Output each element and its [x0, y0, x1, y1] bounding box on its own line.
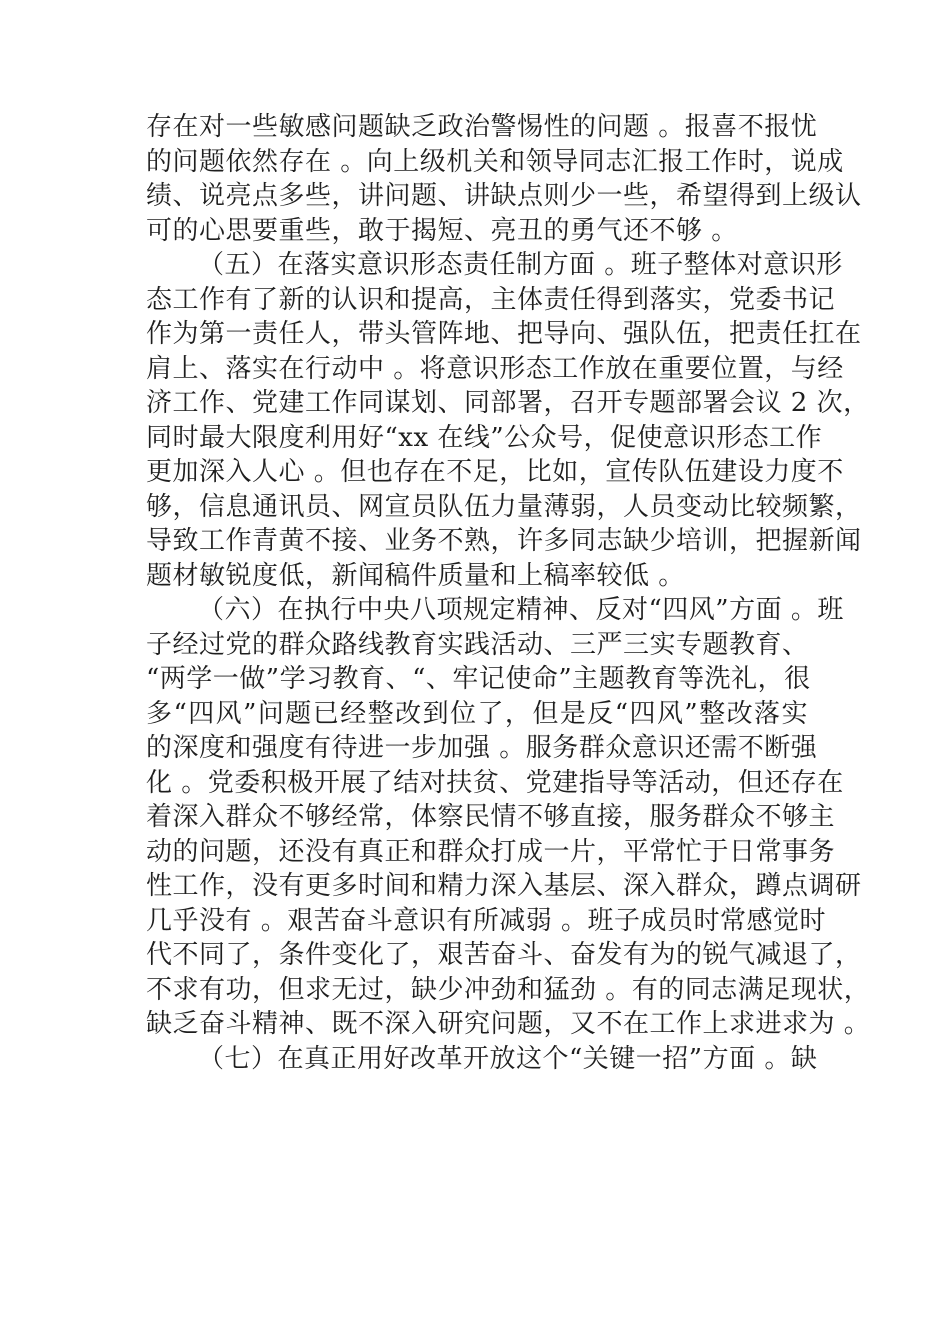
text-line: 够，信息通讯员、网宣员队伍力量薄弱，人员变动比较频繁， [146, 491, 862, 522]
text-line: （六）在执行中央八项规定精神、反对“四风”方面 。班 [198, 595, 844, 625]
text-line: 不求有功，但求无过，缺少冲劲和猛劲 。有的同志满足现状， [146, 974, 871, 1005]
text-line: 动的问题，还没有真正和群众打成一片，平常忙于日常事务 [146, 836, 836, 867]
text-line: 可的心思要重些，敢于揭短、亮丑的勇气还不够 。 [146, 215, 738, 246]
text-line: 缺乏奋斗精神、既不深入研究问题，又不在工作上求进求为 。 [146, 1009, 871, 1039]
text-line: 存在对一些敏感问题缺乏政治警惕性的问题 。报喜不报忧 [146, 112, 818, 142]
text-line: （七）在真正用好改革开放这个“关键一招”方面 。缺 [198, 1043, 818, 1074]
text-line: 子经过党的群众路线教育实践活动、三严三实专题教育、 [146, 629, 809, 660]
text-line: 绩、说亮点多些，讲问题、讲缺点则少一些，希望得到上级认 [146, 181, 862, 211]
text-line: 肩上、落实在行动中 。将意识形态工作放在重要位置，与经 [146, 353, 844, 384]
text-line: 化 。党委积极开展了结对扶贫、党建指导等活动，但还存在 [146, 767, 844, 798]
text-line: 着深入群众不够经常，体察民情不够直接，服务群众不够主 [146, 802, 836, 832]
text-line: 的深度和强度有待进一步加强 。服务群众意识还需不断强 [146, 733, 818, 763]
text-line: 多“四风”问题已经整改到位了，但是反“四风”整改落实 [146, 698, 808, 729]
text-line: “两学一做”学习教育、“、牢记使命”主题教育等洗礼，很 [146, 664, 811, 694]
text-line: 态工作有了新的认识和提高，主体责任得到落实，党委书记 [146, 284, 836, 315]
text-line: 几乎没有 。艰苦奋斗意识有所减弱 。班子成员时常感觉时 [146, 905, 827, 936]
text-line: 同时最大限度利用好“xx 在线”公众号，促使意识形态工作 [146, 422, 823, 453]
text-line: 代不同了，条件变化了，艰苦奋斗、奋发有为的锐气减退了， [146, 940, 862, 970]
text-line: 性工作，没有更多时间和精力深入基层、深入群众，蹲点调研 [146, 871, 862, 901]
document-body [146, 110, 871, 1076]
text-line: 济工作、党建工作同谋划、同部署，召开专题部署会议 2 次， [146, 388, 870, 418]
text-line: 更加深入人心 。但也存在不足，比如，宣传队伍建设力度不 [146, 457, 844, 487]
text-line: 作为第一责任人，带头管阵地、把导向、强队伍，把责任扛在 [146, 319, 862, 349]
text-line: 题材敏锐度低，新闻稿件质量和上稿率较低 。 [146, 560, 685, 591]
text-line: 导致工作青黄不接、业务不熟，许多同志缺少培训，把握新闻 [146, 526, 862, 556]
text-line: （五）在落实意识形态责任制方面 。班子整体对意识形 [198, 250, 843, 280]
text-line: 的问题依然存在 。向上级机关和领导同志汇报工作时，说成 [146, 146, 844, 177]
